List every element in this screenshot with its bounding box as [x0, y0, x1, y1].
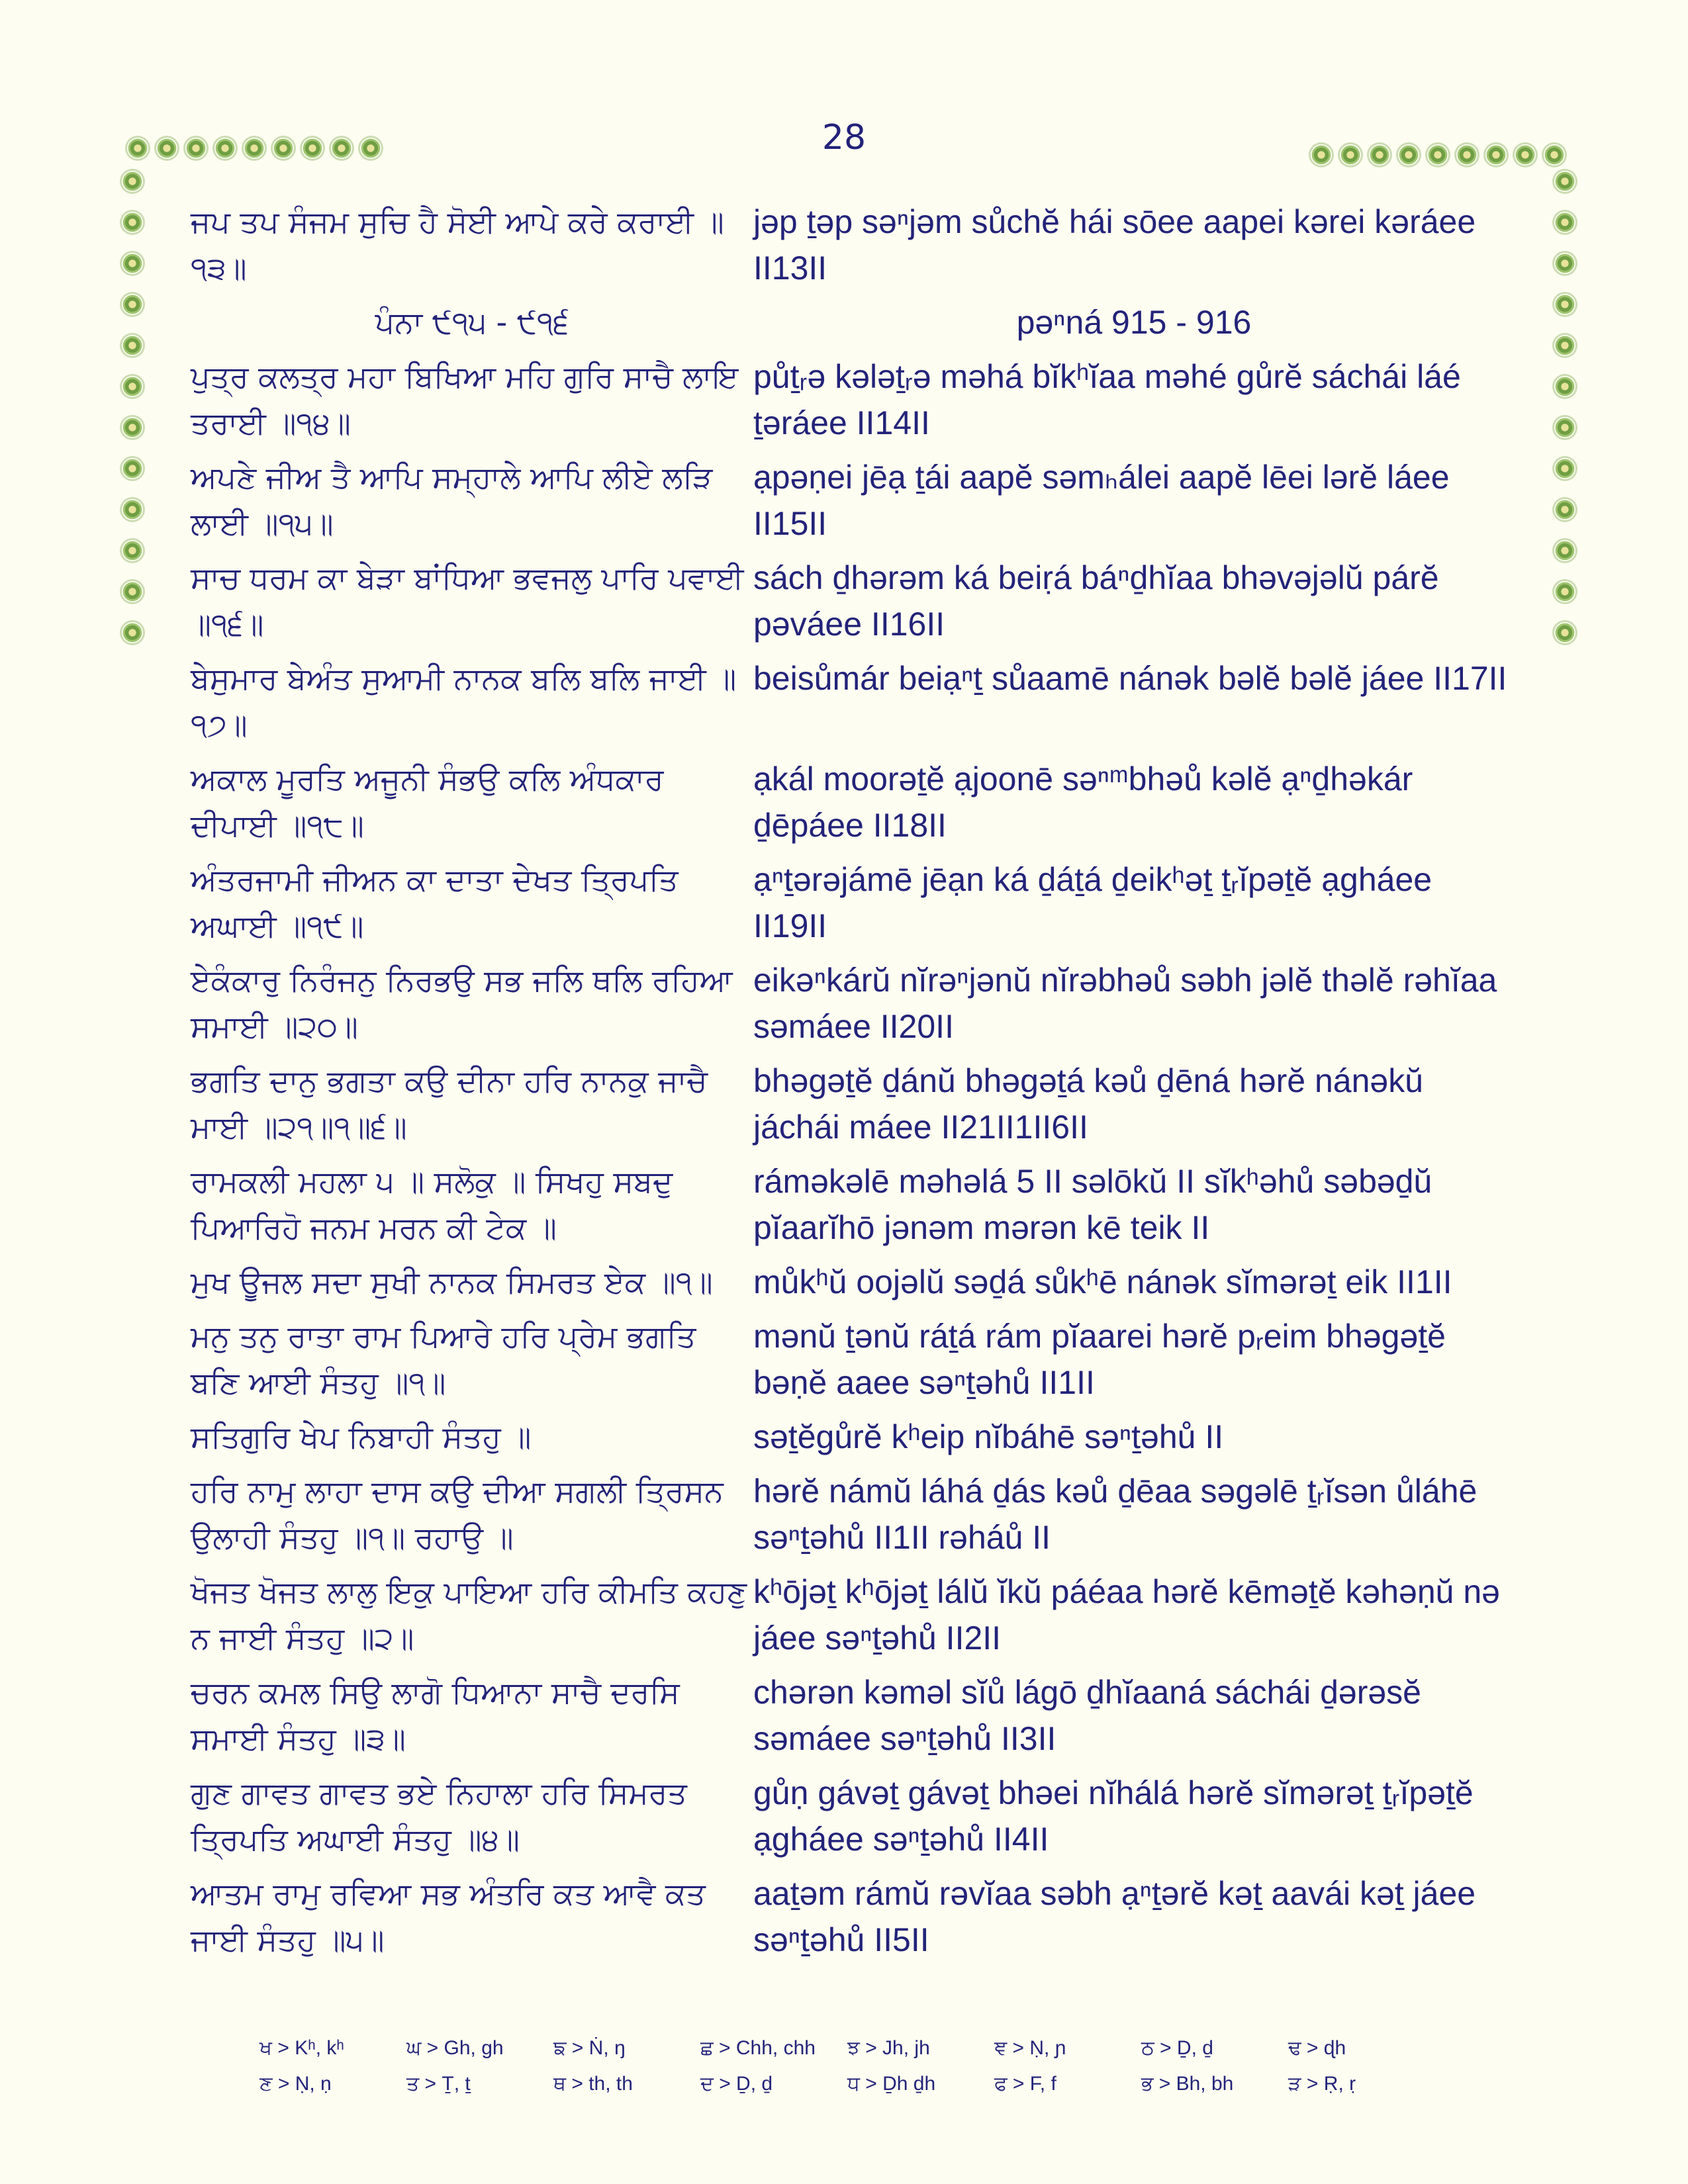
left-top-border-ornament: [127, 138, 381, 159]
flower-icon: [302, 138, 323, 159]
flower-icon: [1544, 144, 1565, 165]
flower-icon: [1554, 622, 1575, 643]
legend-item: ਥ > th, th: [553, 2073, 633, 2095]
transliteration-text: aaṯəm rámŭ rəvĭaa səbh ạⁿṯərĕ kəṯ aavái kəṯ jáee səⁿṯəhů II5II: [753, 1875, 1476, 1958]
legend-item: ਝ > Jh, jh: [847, 2037, 930, 2059]
flower-icon: [1515, 144, 1536, 165]
verse-row: [191, 353, 1523, 446]
flower-icon: [1369, 144, 1390, 165]
gurmukhi-text: ਅਪਣੇ ਜੀਅ ਤੈ ਆਪਿ ਸਮ੍ਹਾਲੇ ਆਪਿ ਲੀਏ ਲੜਿ ਲਾਈ ॥੧੫॥: [191, 459, 713, 541]
verse-row: [191, 1468, 1523, 1561]
gurmukhi-text: ਆਤਮ ਰਾਮੁ ਰਵਿਆ ਸਭ ਅੰਤਰਿ ਕਤ ਆਵੈ ਕਤ ਜਾਈ ਸੰਤਹੁ ॥੫॥: [191, 1876, 706, 1958]
transliteration-text: hərĕ námŭ láhá ḏás kəů ḏēaa səgəlē ṯᵣĭsən ůláhē səⁿṯəhů II1II rəháů II: [753, 1473, 1477, 1556]
flower-icon: [1554, 253, 1575, 274]
legend-item: ੜ > Ṛ, ṛ: [1288, 2073, 1356, 2095]
flower-icon: [1554, 417, 1575, 438]
transliteration-legend: [259, 2037, 1438, 2109]
flower-icon: [1554, 212, 1575, 233]
verse-row: [191, 655, 1523, 748]
page-number: 28: [821, 118, 867, 158]
flower-icon: [122, 335, 143, 356]
legend-item: ਫ > F, f: [994, 2073, 1056, 2095]
transliteration-text: gůṇ gávəṯ gávəṯ bhəei nĭhálá hərĕ sĭmərəṯ ṯᵣĭpəṯĕ ạgháee səⁿṯəhů II4II: [753, 1774, 1474, 1858]
gurmukhi-text: ਜਪ ਤਪ ਸੰਜਮ ਸੁਚਿ ਹੈ ਸੋਈ ਆਪੇ ਕਰੇ ਕਰਾਈ ॥੧੩॥: [191, 204, 724, 286]
gurmukhi-text: ਖੋਜਤ ਖੋਜਤ ਲਾਲੁ ਇਕੁ ਪਾਇਆ ਹਰਿ ਕੀਮਤਿ ਕਹਣੁ ਨ ਜਾਈ ਸੰਤਹੁ ॥੨॥: [191, 1574, 747, 1656]
flower-icon: [1456, 144, 1477, 165]
gurmukhi-text: ਪੁਤ੍ਰ ਕਲਤ੍ਰ ਮਹਾ ਬਿਖਿਆ ਮਹਿ ਗੁਰਿ ਸਾਚੈ ਲਾਇ ਤਰਾਈ ॥੧੪॥: [191, 359, 739, 441]
flower-icon: [1554, 458, 1575, 479]
verse-row: [191, 199, 1523, 291]
legend-item: ਦ > Ḏ, ḏ: [700, 2073, 773, 2095]
left-side-border-ornament: [122, 171, 143, 643]
legend-item: ਢ > ɖh: [1288, 2037, 1346, 2059]
gurmukhi-text: ਮਨੁ ਤਨੁ ਰਾਤਾ ਰਾਮ ਪਿਆਰੇ ਹਰਿ ਪ੍ਰੇਮ ਭਗਤਿ ਬਣਿ ਆਈ ਸੰਤਹੁ ॥੧॥: [191, 1318, 696, 1400]
gurmukhi-text: ਭਗਤਿ ਦਾਨੁ ਭਗਤਾ ਕਉ ਦੀਨਾ ਹਰਿ ਨਾਨਕੁ ਜਾਚੈ ਮਾਈ ॥੨੧॥੧॥੬॥: [191, 1063, 708, 1145]
gurmukhi-text: ਸਾਚ ਧਰਮ ਕਾ ਬੇੜਾ ਬਾਂਧਿਆ ਭਵਜਲੁ ਪਾਰਿ ਪਵਾਈ ॥੧੬॥: [191, 560, 744, 642]
verse-row: [191, 1770, 1523, 1862]
transliteration-text: ráməkəlē məhəlá 5 II səlōkŭ II sĭkʰəhů səbəḏŭ pĭaarĭhō jənəm mərən kē teik II: [753, 1163, 1432, 1246]
legend-item: ਖ > Kʰ, kʰ: [259, 2037, 344, 2059]
flower-icon: [122, 171, 143, 192]
flower-icon: [1554, 581, 1575, 602]
flower-icon: [127, 138, 148, 159]
transliteration-text: eikəⁿkárŭ nĭrəⁿjənŭ nĭrəbhəů səbh jəlĕ thəlĕ rəhĭaa səmáee II20II: [753, 962, 1497, 1045]
transliteration-text: chərən kəməl sĭů lágō ḏhĭaaná sáchái ḏərəsĕ səmáee səⁿṯəhů II3II: [753, 1674, 1421, 1757]
legend-item: ਧ > Ḏh ḏh: [847, 2073, 936, 2095]
verse-row: [191, 856, 1523, 949]
verse-row: [191, 1158, 1523, 1251]
flower-icon: [214, 138, 236, 159]
gurmukhi-text: ਬੇਸੁਮਾਰ ਬੇਅੰਤ ਸੁਆਮੀ ਨਾਨਕ ਬਲਿ ਬਲਿ ਜਾਈ ॥੧੭॥: [191, 660, 737, 743]
verse-row: [191, 1414, 1523, 1460]
legend-item: ਘ > Gh, gh: [406, 2037, 504, 2059]
transliteration-text: jəp ṯəp səⁿjəm sůchĕ hái sōee aapei kərei kəráee II13II: [753, 203, 1476, 287]
transliteration-text: půṯᵣə kələṯᵣə məhá bĭkʰĭaa məhé gůrĕ sáchái láé ṯəráee II14II: [753, 358, 1461, 441]
flower-icon: [1554, 499, 1575, 520]
flower-icon: [122, 253, 143, 274]
legend-item: ਤ > Ṯ, ṯ: [406, 2073, 471, 2095]
transliteration-text: beisůmár beiạⁿṯ sůaamē nánək bəlĕ bəlĕ jáee II17II: [753, 660, 1507, 697]
flower-icon: [1554, 171, 1575, 192]
verse-row: [191, 555, 1523, 647]
verse-row: [191, 1870, 1523, 1963]
legend-row: [259, 2037, 1438, 2073]
gurmukhi-text: ਏਕੰਕਾਰੁ ਨਿਰੰਜਨੁ ਨਿਰਭਉ ਸਭ ਜਲਿ ਥਲਿ ਰਹਿਆ ਸਮਾਈ ॥੨੦॥: [191, 962, 733, 1044]
flower-icon: [1554, 376, 1575, 397]
legend-item: ਞ > Ṇ, ɲ: [994, 2037, 1066, 2059]
gurmukhi-text: ਹਰਿ ਨਾਮੁ ਲਾਹਾ ਦਾਸ ਕਉ ਦੀਆ ਸਗਲੀ ਤ੍ਰਿਸਨ ਉਲਾਹੀ ਸੰਤਹੁ ॥੧॥ ਰਹਾਉ ॥: [191, 1473, 724, 1555]
flower-icon: [1398, 144, 1419, 165]
flower-icon: [122, 212, 143, 233]
flower-icon: [1311, 144, 1332, 165]
right-side-border-ornament: [1554, 171, 1575, 643]
flower-icon: [1554, 335, 1575, 356]
flower-icon: [122, 499, 143, 520]
flower-icon: [360, 138, 381, 159]
gurmukhi-text: ਮੁਖ ਊਜਲ ਸਦਾ ਸੁਖੀ ਨਾਨਕ ਸਿਮਰਤ ਏਕ ॥੧॥: [191, 1264, 713, 1300]
verse-row: [191, 454, 1523, 547]
flower-icon: [122, 458, 143, 479]
flower-icon: [1554, 540, 1575, 561]
gurmukhi-heading: ਪੰਨਾ ੯੧੫ - ੯੧੬: [375, 304, 569, 340]
transliteration-text: sách ḏhərəm ká beiṛá báⁿḏhĭaa bhəvəjəlŭ párĕ pəváee II16II: [753, 559, 1439, 643]
legend-item: ਭ > Bh, bh: [1141, 2073, 1234, 2095]
gurmukhi-text: ਅਕਾਲ ਮੂਰਤਿ ਅਜੂਨੀ ਸੰਭਉ ਕਲਿ ਅੰਧਕਾਰ ਦੀਪਾਈ ॥੧੮॥: [191, 761, 664, 843]
page-range-heading: [191, 299, 1523, 345]
legend-item: ਠ > Ḏ, ḏ: [1141, 2037, 1213, 2059]
legend-item: ਛ > Chh, chh: [700, 2037, 816, 2059]
gurmukhi-text: ਗੁਣ ਗਾਵਤ ਗਾਵਤ ਭਏ ਨਿਹਾਲਾ ਹਰਿ ਸਿਮਰਤ ਤ੍ਰਿਪਤਿ ਅਘਾਈ ਸੰਤਹੁ ॥੪॥: [191, 1775, 687, 1857]
transliteration-text: můkʰŭ oojəlŭ səḏá sůkʰē nánək sĭmərəṯ eik II1II: [753, 1263, 1452, 1300]
verse-row: [191, 957, 1523, 1050]
transliteration-text: ạkál moorəṯĕ ạjoonē səⁿᵐbhəů kəlĕ ạⁿḏhəkár ḏēpáee II18II: [753, 760, 1413, 844]
legend-row: [259, 2073, 1438, 2109]
flower-icon: [122, 417, 143, 438]
transliteration-heading: pəⁿná 915 - 916: [1016, 304, 1252, 341]
flower-icon: [185, 138, 207, 159]
flower-icon: [1554, 294, 1575, 315]
flower-icon: [122, 376, 143, 397]
flower-icon: [1485, 144, 1507, 165]
verse-table: [191, 199, 1523, 1971]
legend-item: ਙ > Ṅ, ŋ: [553, 2037, 626, 2059]
flower-icon: [156, 138, 177, 159]
verse-row: [191, 756, 1523, 848]
gurmukhi-text: ਅੰਤਰਜਾਮੀ ਜੀਅਨ ਕਾ ਦਾਤਾ ਦੇਖਤ ਤ੍ਰਿਪਤਿ ਅਘਾਈ ॥੧੯॥: [191, 862, 679, 944]
gurmukhi-text: ਚਰਨ ਕਮਲ ਸਿਉ ਲਾਗੋ ਧਿਆਨਾ ਸਾਚੈ ਦਰਸਿ ਸਮਾਈ ਸੰਤਹੁ ॥੩॥: [191, 1674, 680, 1756]
transliteration-text: səṯĕgůrĕ kʰeip nĭbáhē səⁿṯəhů II: [753, 1418, 1224, 1455]
transliteration-text: ạⁿṯərəjámē jēạn ká ḏáṯá ḏeikʰəṯ ṯᵣĭpəṯĕ ạgháee II19II: [753, 861, 1432, 944]
transliteration-text: mənŭ ṯənŭ ráṯá rám pĭaarei hərĕ pᵣeim bhəgəṯĕ bəṇĕ aaee səⁿṯəhů II1II: [753, 1318, 1446, 1401]
gurmukhi-text: ਰਾਮਕਲੀ ਮਹਲਾ ੫ ॥ ਸਲੋਕੁ ॥ ਸਿਖਹੁ ਸਬਦੁ ਪਿਆਰਿਹੋ ਜਨਮ ਮਰਨ ਕੀ ਟੇਕ ॥: [191, 1163, 673, 1246]
transliteration-text: ạpəṇei jēạ ṯái aapĕ səmₕálei aapĕ lēei lərĕ láee II15II: [753, 459, 1450, 542]
transliteration-text: bhəgəṯĕ ḏánŭ bhəgəṯá kəů ḏēná hərĕ nánəkŭ jáchái máee II21II1II6II: [753, 1062, 1424, 1146]
flower-icon: [122, 294, 143, 315]
flower-icon: [122, 622, 143, 643]
flower-icon: [122, 581, 143, 602]
flower-icon: [244, 138, 265, 159]
flower-icon: [331, 138, 352, 159]
verse-row: [191, 1313, 1523, 1406]
flower-icon: [273, 138, 294, 159]
gurmukhi-text: ਸਤਿਗੁਰਿ ਖੇਪ ਨਿਬਾਹੀ ਸੰਤਹੁ ॥: [191, 1419, 532, 1455]
flower-icon: [1427, 144, 1448, 165]
verse-row: [191, 1569, 1523, 1661]
right-top-border-ornament: [1311, 144, 1565, 165]
flower-icon: [122, 540, 143, 561]
transliteration-text: kʰōjəṯ kʰōjəṯ lálŭ ĭkŭ páéaa hərĕ kēməṯĕ kəhəṇŭ nə jáee səⁿṯəhů II2II: [753, 1573, 1500, 1657]
verse-row: [191, 1259, 1523, 1305]
verse-row: [191, 1669, 1523, 1762]
verse-row: [191, 1058, 1523, 1150]
legend-item: ਣ > Ṇ, ṇ: [259, 2073, 332, 2095]
flower-icon: [1340, 144, 1361, 165]
